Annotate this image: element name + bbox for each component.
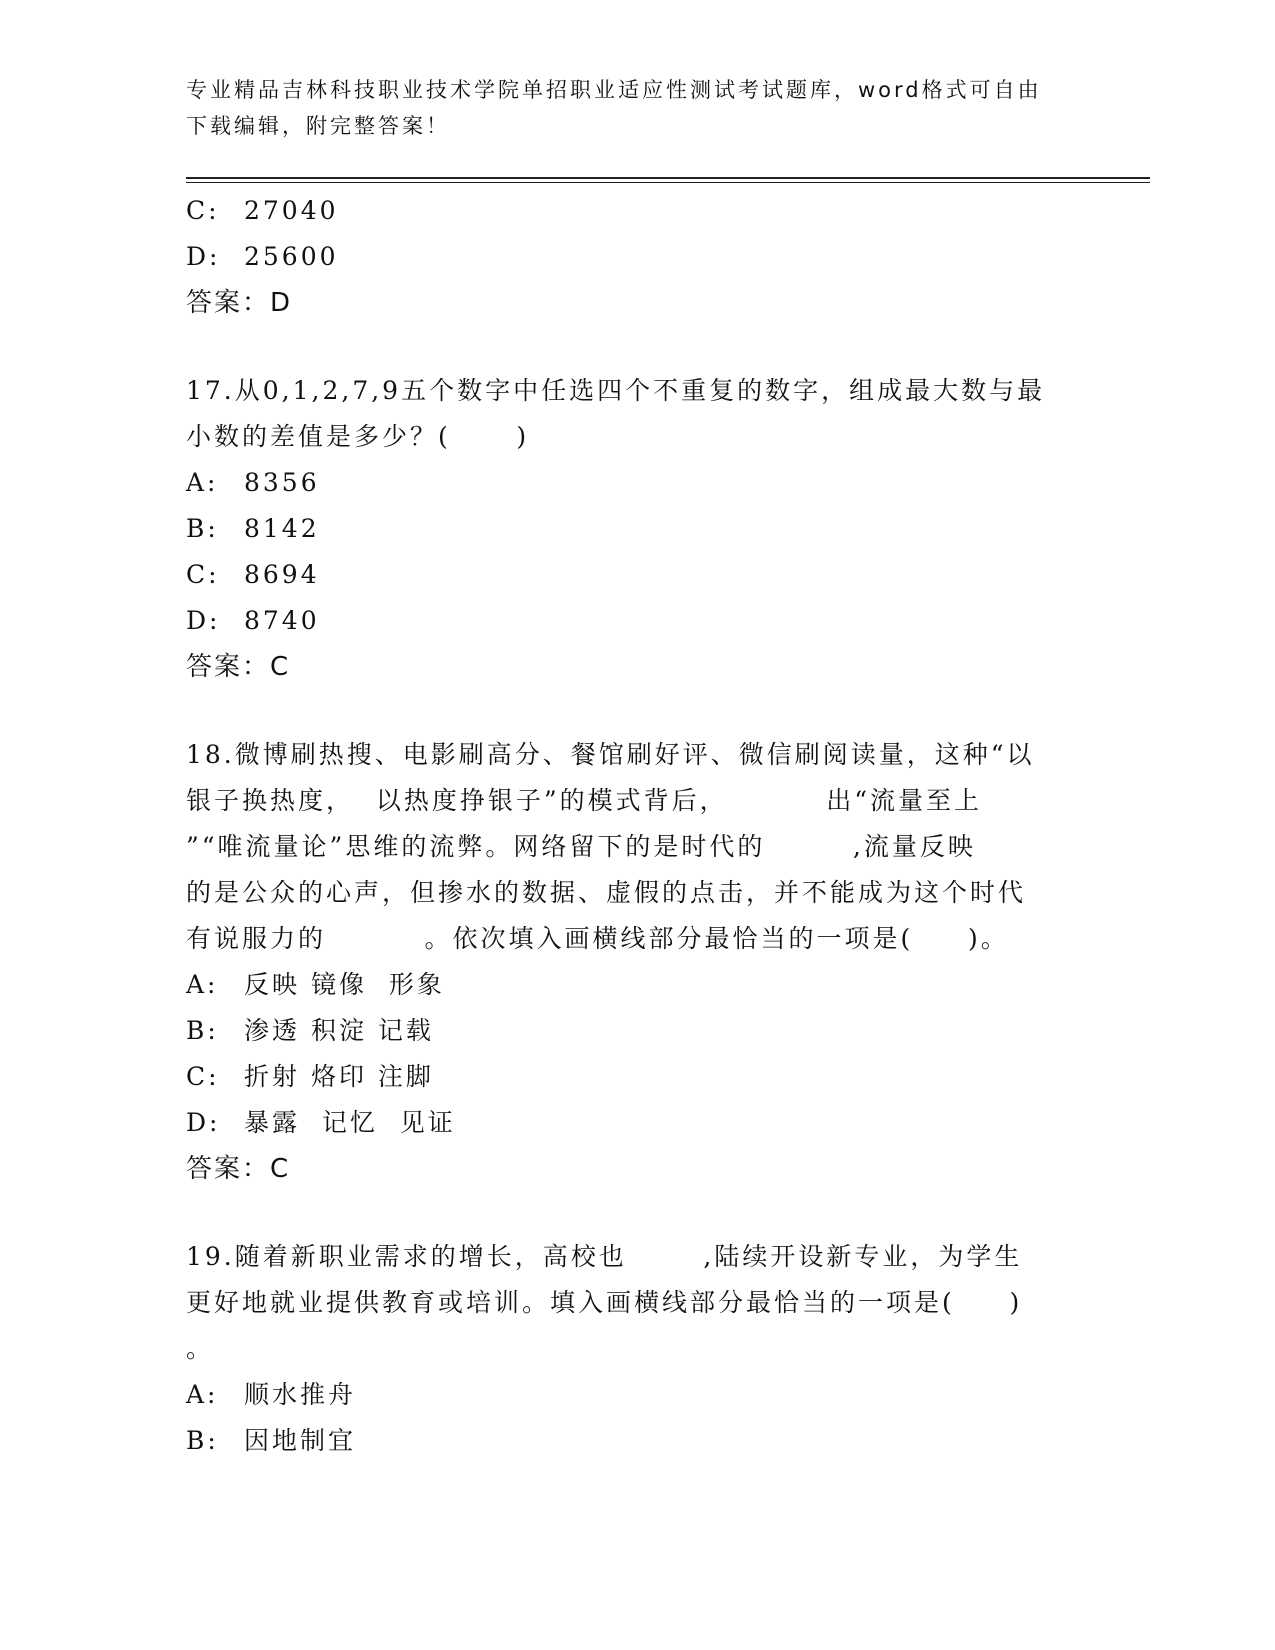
question-text-line: 18.微博刷热搜、电影刷高分、餐馆刷好评、微信刷阅读量，这种“以	[186, 740, 1035, 769]
option-a: A: 8356	[186, 468, 320, 497]
question-text-line: ”“唯流量论”思维的流弊。网络留下的是时代的 ,流量反映	[186, 832, 976, 861]
option-c: C: 8694	[186, 560, 320, 589]
answer: 答案：D	[186, 288, 293, 318]
question-18	[186, 732, 1086, 1192]
option-b: B: 因地制宜	[186, 1426, 357, 1455]
page-header	[186, 72, 1086, 144]
option-c: C: 折射 烙印 注脚	[186, 1062, 434, 1091]
question-text-line: 小数的差值是多少？( )	[186, 422, 530, 451]
header-line-1: 专业精品吉林科技职业技术学院单招职业适应性测试考试题库，word格式可自由	[186, 78, 1042, 102]
option-d: D: 暴露 记忆 见证	[186, 1108, 456, 1137]
header-rule-thin	[186, 182, 1150, 183]
option-a: A: 顺水推舟	[186, 1380, 357, 1409]
question-text-line: 的是公众的心声，但掺水的数据、虚假的点击，并不能成为这个时代	[186, 878, 1027, 907]
option-b: B: 8142	[186, 514, 320, 543]
question-text-line: 19.随着新职业需求的增长，高校也 ,陆续开设新专业，为学生	[186, 1242, 1023, 1271]
option-c: C: 27040	[186, 196, 339, 225]
answer: 答案：C	[186, 1154, 291, 1184]
answer: 答案：C	[186, 652, 291, 682]
previous-question-tail	[186, 188, 1086, 326]
question-text-line: 更好地就业提供教育或培训。填入画横线部分最恰当的一项是( )	[186, 1288, 1023, 1317]
question-19	[186, 1234, 1086, 1464]
option-b: B: 渗透 积淀 记载	[186, 1016, 434, 1045]
header-line-2: 下载编辑，附完整答案！	[186, 114, 450, 138]
question-text-line: 银子换热度， 以热度挣银子”的模式背后， 出“流量至上	[186, 786, 982, 815]
document-body	[186, 188, 1086, 1464]
option-d: D: 25600	[186, 242, 339, 271]
question-text-line: 17.从0,1,2,7,9五个数字中任选四个不重复的数字，组成最大数与最	[186, 376, 1046, 405]
option-d: D: 8740	[186, 606, 320, 635]
question-text-line: 有说服力的 。依次填入画横线部分最恰当的一项是( )。	[186, 924, 1009, 953]
header-rule-thick	[186, 177, 1150, 179]
question-17	[186, 368, 1086, 690]
question-text-line: 。	[186, 1334, 215, 1363]
option-a: A: 反映 镜像 形象	[186, 970, 445, 999]
